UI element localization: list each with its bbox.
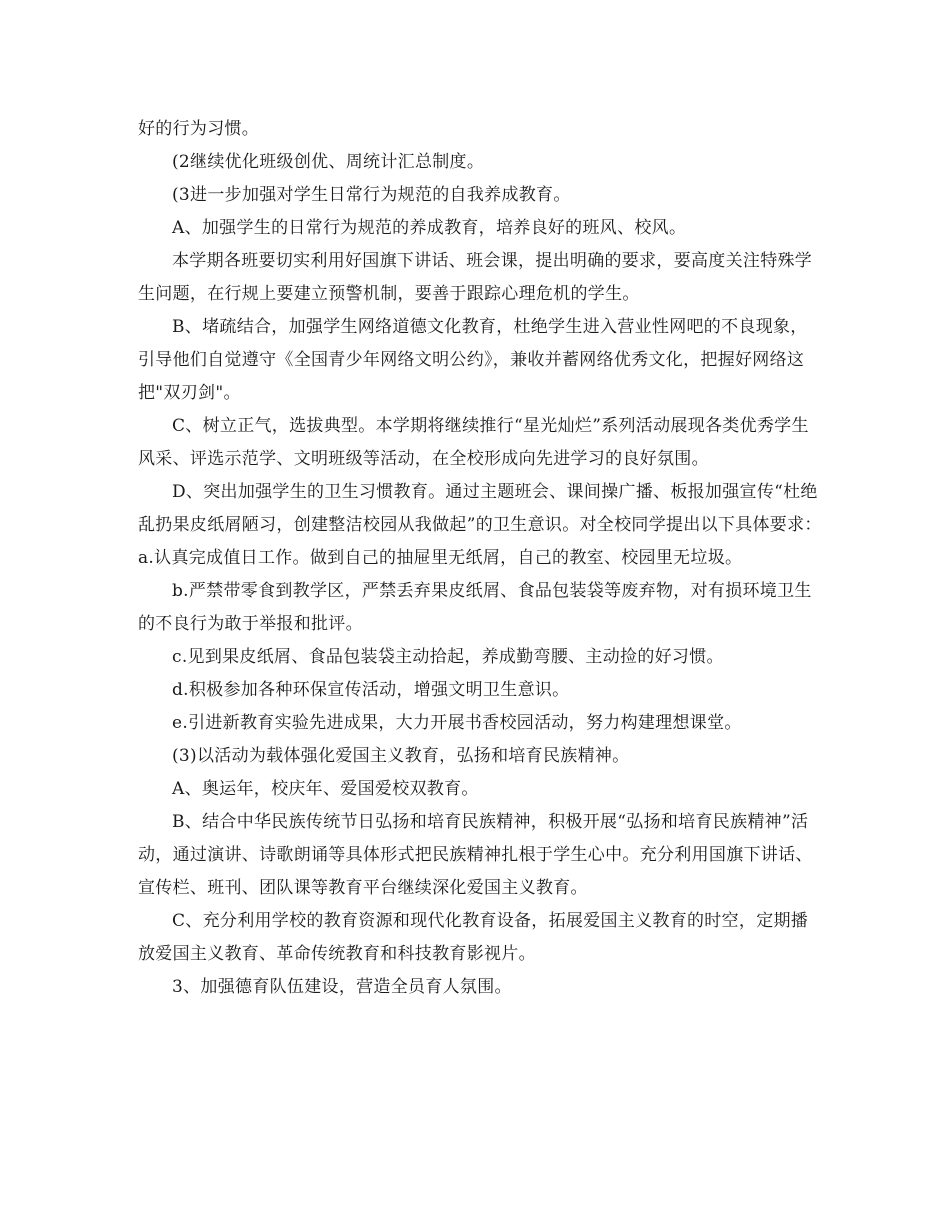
paragraph-5: 本学期各班要切实利用好国旗下讲话、班会课，提出明确的要求，要高度关注特殊学生问题，在行规上要建立预警机制，要善于跟踪心理危机的学生。 <box>138 251 813 304</box>
paragraph-14: A、奥运年，校庆年、爱国爱校双教育。 <box>172 779 479 799</box>
paragraph-15: B、结合中华民族传统节日弘扬和培育民族精神，积极开展“弘扬和培育民族精神”活动，通过演讲、诗歌朗诵等具体形式把民族精神扎根于学生心中。充分利用国旗下讲话、宣传栏、班刊、团队课等教育平台继续深化爱国主义教育。 <box>138 812 813 898</box>
paragraph-16: C、充分利用学校的教育资源和现代化教育设备，拓展爱国主义教育的时空，定期播放爱国主义教育、革命传统教育和科技教育影视片。 <box>138 911 809 964</box>
paragraph-2: (2继续优化班级创优、周统计汇总制度。 <box>172 152 485 172</box>
paragraph-11: d.积极参加各种环保宣传活动，增强文明卫生意识。 <box>172 680 570 700</box>
paragraph-12: e.引进新教育实验先进成果，大力开展书香校园活动，努力构建理想课堂。 <box>172 713 742 733</box>
paragraph-17: 3、加强德育队伍建设，营造全员育人氛围。 <box>172 977 512 997</box>
paragraph-10: c.见到果皮纸屑、食品包装袋主动拾起，养成勤弯腰、主动捡的好习惯。 <box>172 647 724 667</box>
paragraph-13: (3)以活动为载体强化爱国主义教育，弘扬和培育民族精神。 <box>172 746 630 766</box>
paragraph-1: 好的行为习惯。 <box>138 119 260 139</box>
paragraph-4: A、加强学生的日常行为规范的养成教育，培养良好的班风、校风。 <box>172 218 687 238</box>
paragraph-6: B、堵疏结合，加强学生网络道德文化教育，杜绝学生进入营业性网吧的不良现象，引导他们自觉遵守《全国青少年网络文明公约》，兼收并蓄网络优秀文化，把握好网络这把"双刃剑"。 <box>138 317 808 403</box>
paragraph-8: D、突出加强学生的卫生习惯教育。通过主题班会、课间操广播、板报加强宣传“杜绝乱扔果皮纸屑陋习，创建整洁校园从我做起”的卫生意识。对全校同学提出以下具体要求： a.认真完成值日工作。做到自己的抽屉里无纸屑，自己的教室、校园里无垃圾。 <box>138 482 822 568</box>
paragraph-7: C、树立正气，选拔典型。本学期将继续推行“星光灿烂”系列活动展现各类优秀学生风采、评选示范学、文明班级等活动，在全校形成向先进学习的良好氛围。 <box>138 416 809 469</box>
paragraph-3: (3进一步加强对学生日常行为规范的自我养成教育。 <box>172 185 571 205</box>
paragraph-9: b.严禁带零食到教学区，严禁丢弃果皮纸屑、食品包装袋等废弃物，对有损环境卫生的不良行为敢于举报和批评。 <box>138 581 812 634</box>
